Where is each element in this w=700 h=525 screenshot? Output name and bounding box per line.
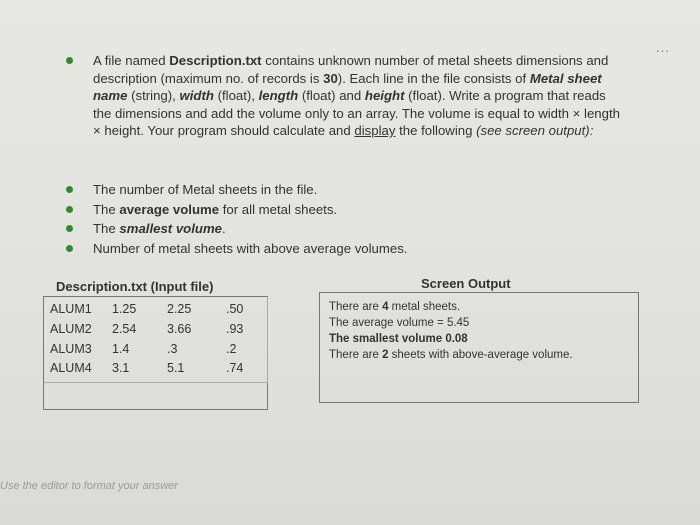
- input-file-box: [43, 296, 268, 410]
- problem-paragraph: A file named Description.txt contains unknown number of metal sheets dimensions and description (maximum no. of records is 30). Each line in the file consists of Metal sheet name (string), width (float), length (float) and height (float). Write a program that reads the dimensions and add the volume only to an array. The volume is equal to width × length × height. Your program should calculate and display the following (see screen output):: [93, 53, 620, 138]
- output-line: There are 2 sheets with above-average volume.: [329, 349, 573, 361]
- output-line: The smallest volume 0.08: [329, 333, 468, 345]
- more-options-icon[interactable]: ...: [656, 40, 670, 55]
- bullet-icon: [66, 186, 73, 193]
- requirements-list: [66, 180, 626, 258]
- list-item: The smallest volume.: [66, 219, 626, 239]
- bullet-icon: [66, 57, 73, 64]
- output-line: There are 4 metal sheets.: [329, 301, 461, 313]
- problem-statement: [66, 52, 626, 140]
- input-file-title: Description.txt (Input file): [56, 279, 214, 294]
- input-file-table: ALUM1 1.25 2.25 .50 ALUM2 2.54 3.66 .93 ALUM3 1.4 .3 .2 ALUM4 3.1 5.1 .74: [44, 297, 268, 383]
- screen-output-box: [319, 292, 639, 403]
- file-name: Description.txt: [169, 53, 262, 68]
- list-item: The average volume for all metal sheets.: [66, 200, 626, 220]
- list-item: Number of metal sheets with above average volumes.: [66, 239, 626, 259]
- bullet-icon: [66, 245, 73, 252]
- bullet-icon: [66, 206, 73, 213]
- output-line: The average volume = 5.45: [329, 317, 470, 329]
- screen-output-title: Screen Output: [421, 276, 511, 291]
- bullet-icon: [66, 225, 73, 232]
- editor-hint: Use the editor to format your answer: [0, 480, 178, 492]
- list-item: The number of Metal sheets in the file.: [66, 180, 626, 200]
